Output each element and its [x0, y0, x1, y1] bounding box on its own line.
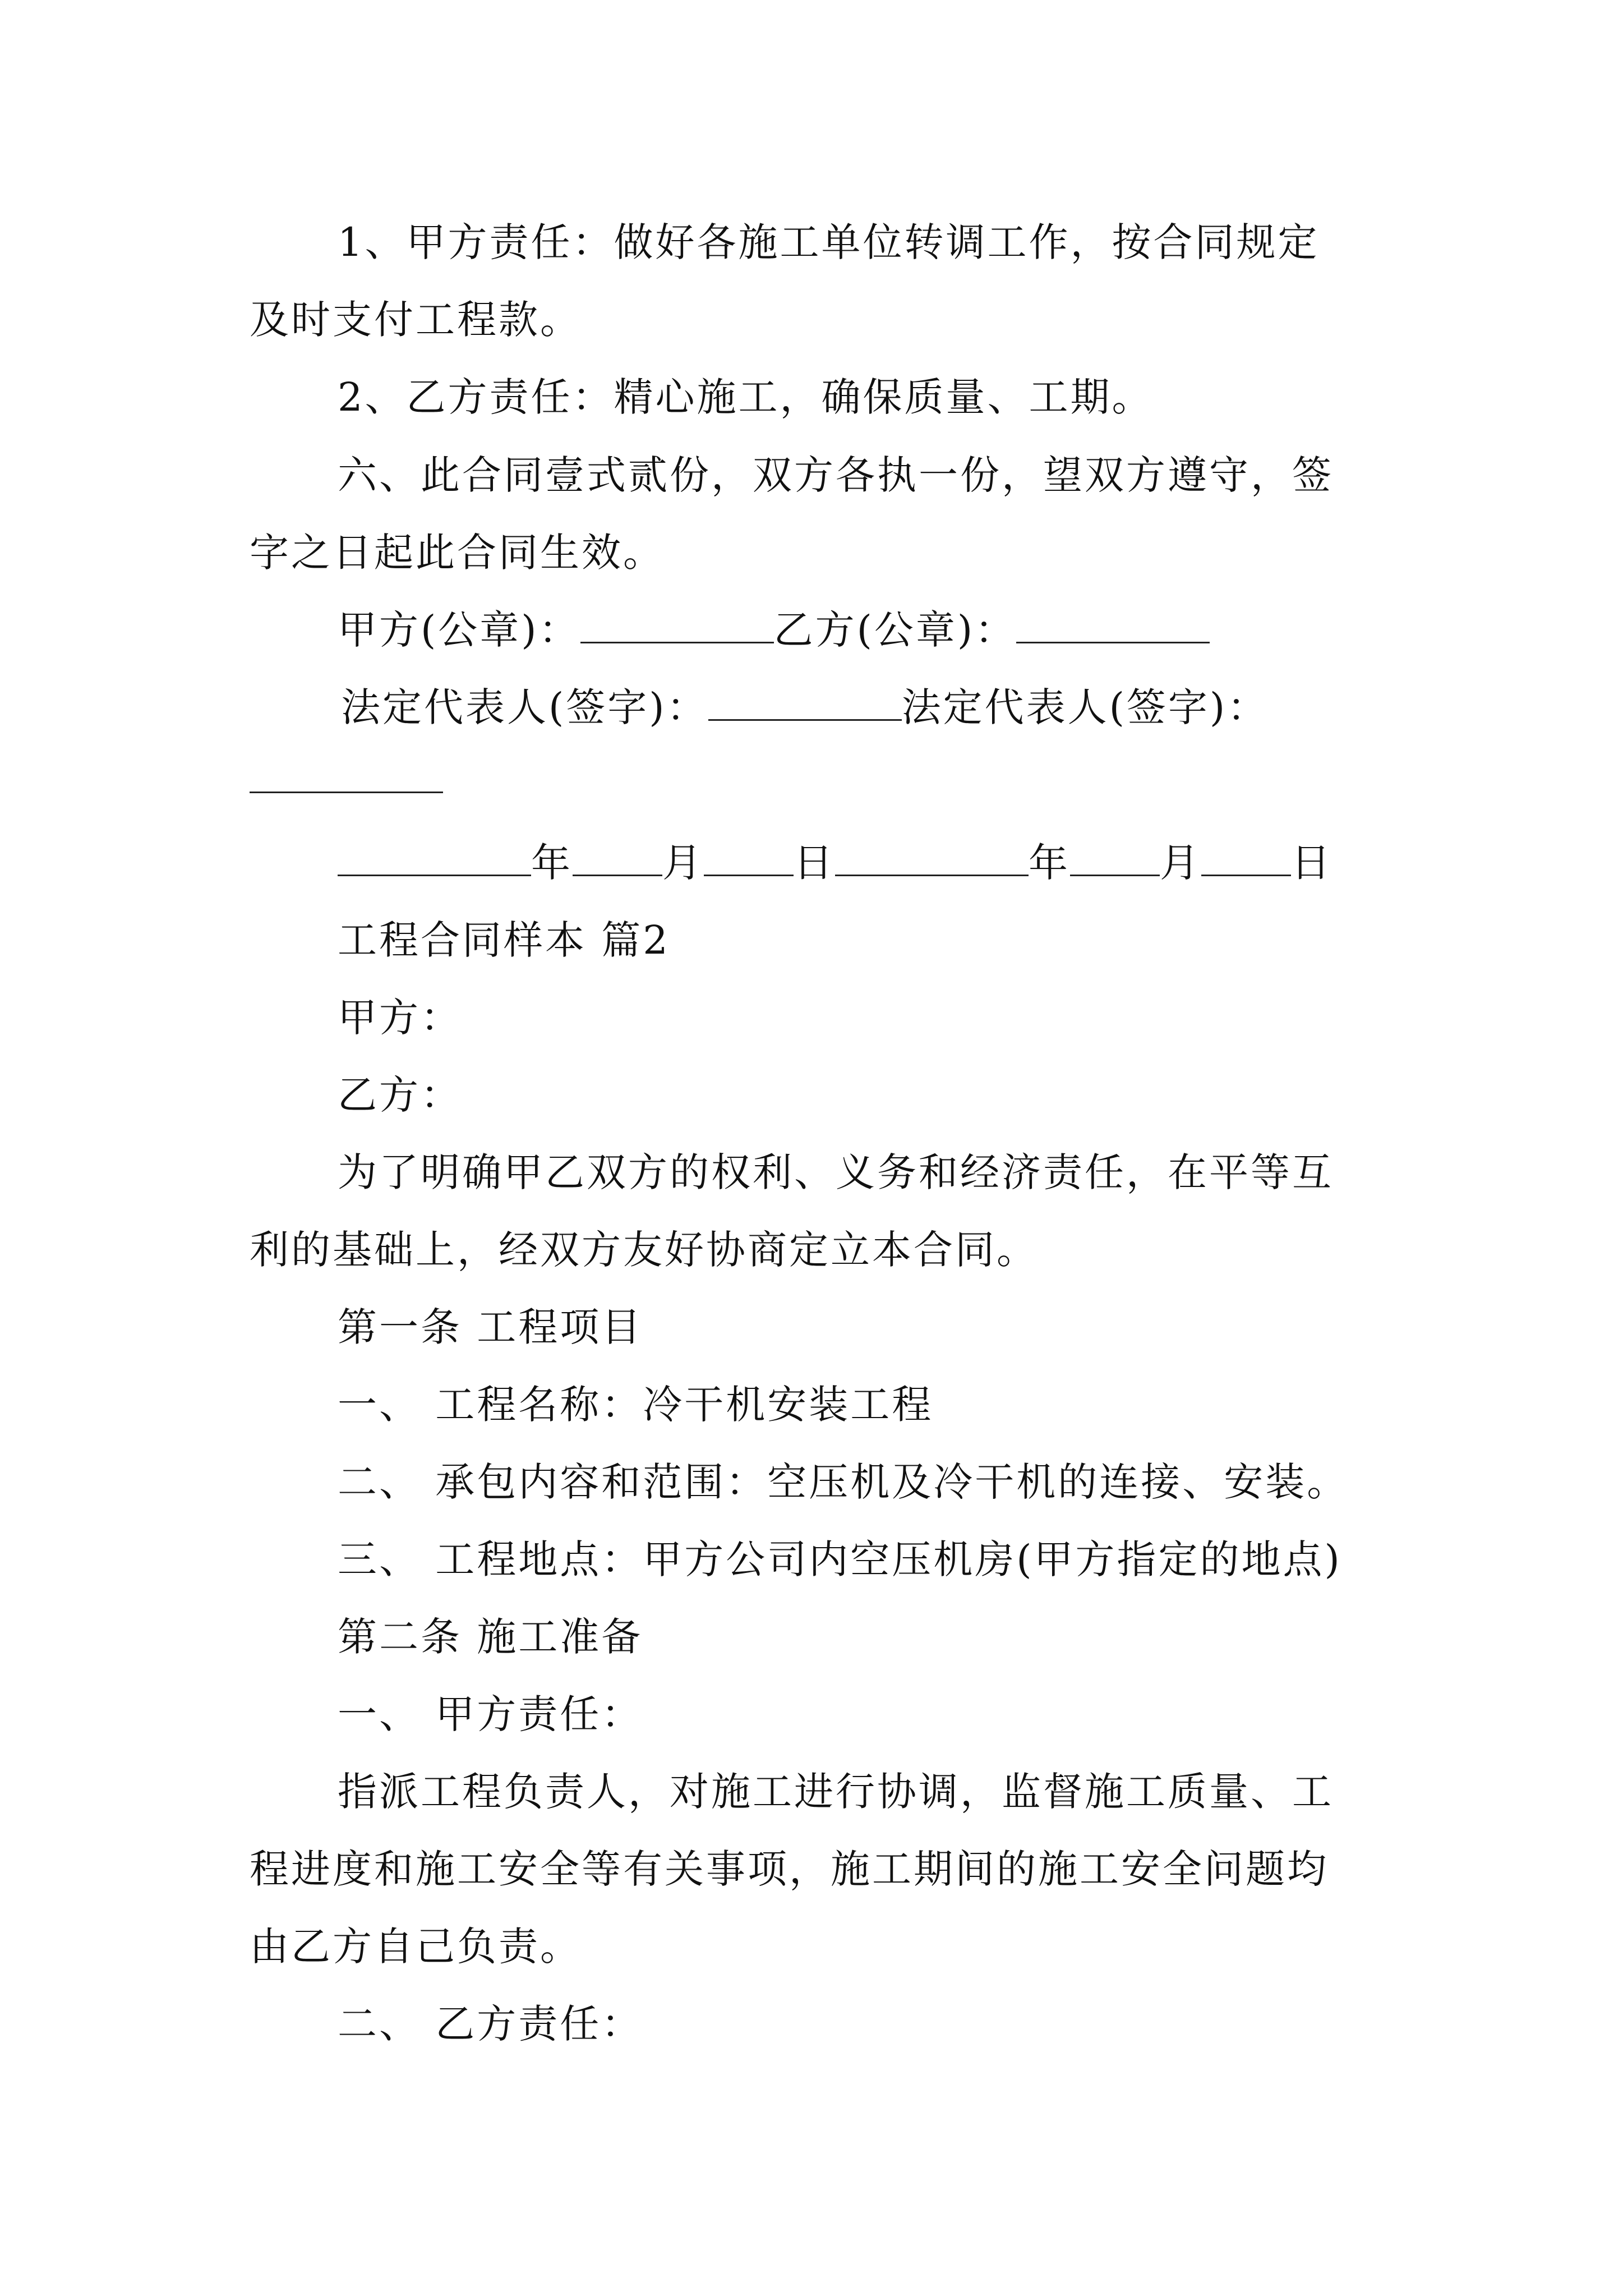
party-a-rep-blank	[708, 684, 902, 721]
representative-line	[341, 679, 1269, 735]
article-2-paragraph-cont-2: 由乙方自己负责。	[250, 1924, 582, 1970]
party-b-rep-label: 法定代表人(签字)：	[901, 684, 1269, 730]
article-2-paragraph: 指派工程负责人，对施工进行协调，监督施工质量、工	[338, 1769, 1334, 1815]
article-2-item-2: 二、 乙方责任：	[338, 2001, 643, 2047]
party-a-seal-label: 甲方(公章)：	[338, 607, 580, 653]
article-1-item-2: 二、 承包内容和范围：空压机及冷干机的连接、安装。	[338, 1459, 1349, 1505]
party-b-seal-label: 乙方(公章)：	[773, 607, 1017, 653]
intro-paragraph: 为了明确甲乙双方的权利、义务和经济责任，在平等互	[338, 1149, 1334, 1195]
article-1-item-1: 一、 工程名称：冷干机安装工程	[338, 1382, 934, 1428]
month-label-2: 月	[1160, 840, 1201, 886]
month-blank-2	[1070, 840, 1160, 876]
party-a-rep-label: 法定代表人(签字)：	[341, 684, 708, 730]
month-label: 月	[662, 840, 704, 886]
clause-party-a-duty-cont: 及时支付工程款。	[250, 297, 582, 343]
day-blank	[704, 840, 794, 876]
date-line	[338, 835, 1332, 891]
year-label-2: 年	[1029, 840, 1070, 886]
seal-line	[338, 602, 1210, 658]
clause-party-a-duty: 1、甲方责任：做好各施工单位转调工作，按合同规定	[338, 219, 1320, 265]
intro-paragraph-cont: 利的基础上，经双方友好协商定立本合同。	[250, 1227, 1038, 1273]
article-2-item-1: 一、 甲方责任：	[338, 1691, 643, 1737]
clause-party-b-duty: 2、乙方责任：精心施工，确保质量、工期。	[338, 374, 1154, 420]
party-a-seal-blank	[580, 607, 774, 643]
year-label: 年	[531, 840, 573, 886]
article-1-title: 第一条 工程项目	[338, 1304, 643, 1350]
section-title: 工程合同样本 篇2	[338, 917, 670, 963]
article-2-title: 第二条 施工准备	[338, 1614, 643, 1660]
day-label: 日	[794, 840, 835, 886]
article-1-item-3: 三、 工程地点：甲方公司内空压机房(甲方指定的地点)	[338, 1536, 1342, 1582]
party-b-rep-blank	[250, 792, 443, 793]
day-blank-2	[1201, 840, 1291, 876]
party-a-label: 甲方：	[338, 995, 462, 1041]
party-b-seal-blank	[1016, 607, 1210, 643]
party-b-label: 乙方：	[338, 1072, 462, 1118]
clause-six: 六、此合同壹式贰份，双方各执一份，望双方遵守，签	[338, 452, 1334, 498]
month-blank	[573, 840, 662, 876]
year-blank-2	[835, 840, 1029, 876]
day-label-2: 日	[1291, 840, 1332, 886]
year-blank	[338, 840, 531, 876]
article-2-paragraph-cont-1: 程进度和施工安全等有关事项，施工期间的施工安全问题均	[250, 1846, 1329, 1892]
clause-six-cont: 字之日起此合同生效。	[250, 530, 665, 576]
